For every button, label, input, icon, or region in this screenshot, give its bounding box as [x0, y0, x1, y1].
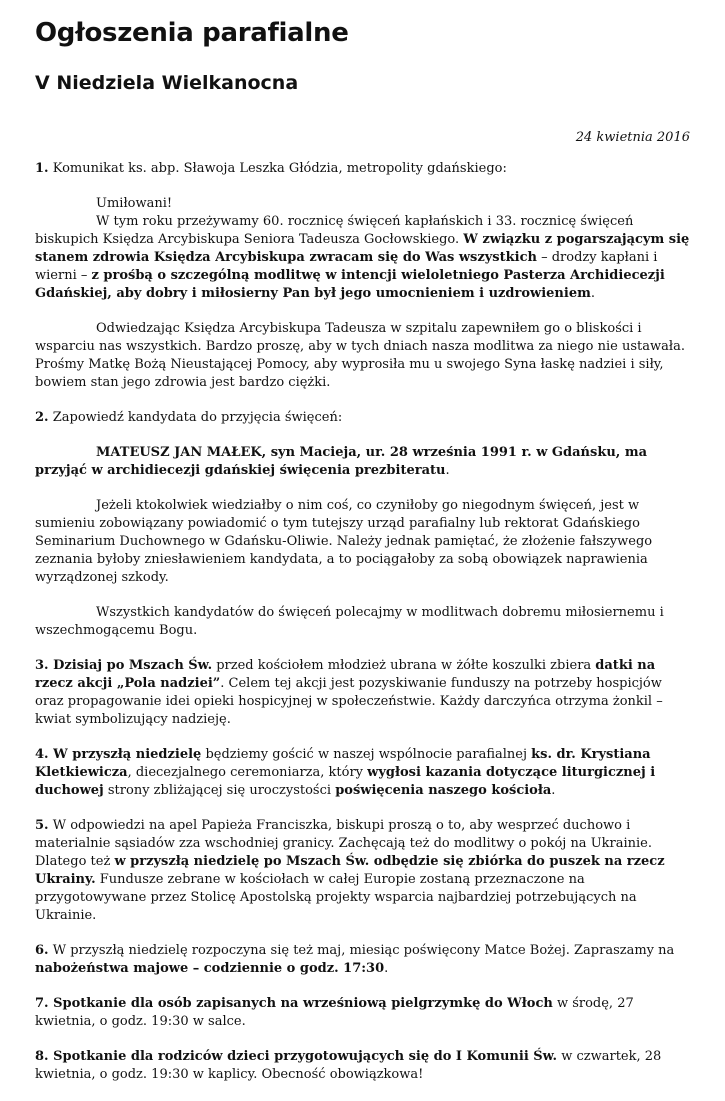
item-3: 3. Dzisiaj po Mszach Św. przed kościołem młodzież ubrana w żółte koszulki zbiera datki na rzecz akcji „Pola nadziei”. Celem tej akcji jest pozyskiwanie funduszy na potrzeby hospicjów oraz propagowanie idei opieki hospicyjnej w społeczeństwie. Każdy darczyńca otrzyma żonkil – kwiat symbolizujący nadzieję. [35, 658, 663, 727]
page-title: Ogłoszenia parafialne [35, 18, 349, 48]
item-1-intro: 1. Komunikat ks. abp. Sławoja Leszka Głódzia, metropolity gdańskiego: [35, 161, 507, 176]
item-2-candidate: MATEUSZ JAN MAŁEK, syn Macieja, ur. 28 września 1991 r. w Gdańsku, ma przyjąć w archidiecezji gdańskiej święcenia prezbiteratu. [35, 445, 648, 478]
item-1-paragraph-2: Odwiedzając Księdza Arcybiskupa Tadeusza w szpitalu zapewniłem go o bliskości i wsparciu nas wszystkich. Bardzo proszę, aby w tych dniach nasza modlitwa za niego nie ustawała. Prośmy Matkę Bożą Nieustającej Pomocy, aby wyprosiła mu u swojego Syna łaskę nadziei i siły, bowiem stan jego zdrowia jest bardzo ciężki. [35, 321, 685, 390]
item-1-paragraph-1: W tym roku przeżywamy 60. rocznicę święceń kapłańskich i 33. rocznicę święceń biskupich Księdza Arcybiskupa Seniora Tadeusza Gocłowskiego. W związku z pogarszającym się stanem zdrowia Księdza Arcybiskupa zwracam się do Was wszystkich – drodzy kapłani i wierni – z prośbą o szczególną modlitwę w intencji wieloletniego Pasterza Archidiecezji Gdańskiej, aby dobry i miłosierny Pan był jego umocnieniem i uzdrowieniem. [35, 214, 690, 301]
announcements-body [35, 160, 690, 1101]
item-5: 5. W odpowiedzi na apel Papieża Franciszka, biskupi proszą o to, aby wesprzeć duchowo i materialnie sąsiadów zza wschodniej granicy. Zachęcają też do modlitwy o pokój na Ukrainie. Dlatego też w przyszłą niedzielę po Mszach Św. odbędzie się zbiórka do puszek na rzecz Ukrainy. Fundusze zebrane w kościołach w całej Europie zostaną przeznaczone na przygotowywane przez Stolicę Apostolską projekty wsparcia najbardziej potrzebujących na Ukrainie. [35, 818, 665, 923]
item-8: 8. Spotkanie dla rodziców dzieci przygotowujących się do I Komunii Św. w czwartek, 28 kwietnia, o godz. 19:30 w kaplicy. Obecność obowiązkowa! [35, 1049, 662, 1082]
item-4: 4. W przyszłą niedzielę będziemy gościć w naszej wspólnocie parafialnej ks. dr. Krystiana Kletkiewicza, diecezjalnego ceremoniarza, który wygłosi kazania dotyczące liturgicznej i duchowej strony zbliżającej się uroczystości poświęcenia naszego kościoła. [35, 747, 656, 798]
page-subtitle: V Niedziela Wielkanocna [35, 72, 299, 94]
item-1-greeting: Umiłowani! [96, 196, 173, 211]
item-2-paragraph-1: Jeżeli ktokolwiek wiedziałby o nim coś, co czyniłoby go niegodnym święceń, jest w sumieniu zobowiązany powiadomić o tym tutejszy urząd parafialny lub rektorat Gdańskiego Seminarium Duchownego w Gdańsku-Oliwie. Należy jednak pamiętać, że złożenie fałszywego zeznania byłoby zniesławieniem kandydata, a to pociągałoby za sobą obowiązek naprawienia wyrządzonej szkody. [35, 498, 653, 585]
item-7: 7. Spotkanie dla osób zapisanych na wrześniową pielgrzymkę do Włoch w środę, 27 kwietnia, o godz. 19:30 w salce. [35, 996, 634, 1029]
item-2-paragraph-2: Wszystkich kandydatów do święceń polecajmy w modlitwach dobremu miłosiernemu i wszechmogącemu Bogu. [35, 605, 664, 638]
announcement-date: 24 kwietnia 2016 [575, 130, 690, 145]
item-6: 6. W przyszłą niedzielę rozpoczyna się też maj, miesiąc poświęcony Matce Bożej. Zapraszamy na nabożeństwa majowe – codziennie o godz. 17:30. [35, 943, 675, 976]
item-2-intro: 2. Zapowiedź kandydata do przyjęcia święceń: [35, 410, 343, 425]
